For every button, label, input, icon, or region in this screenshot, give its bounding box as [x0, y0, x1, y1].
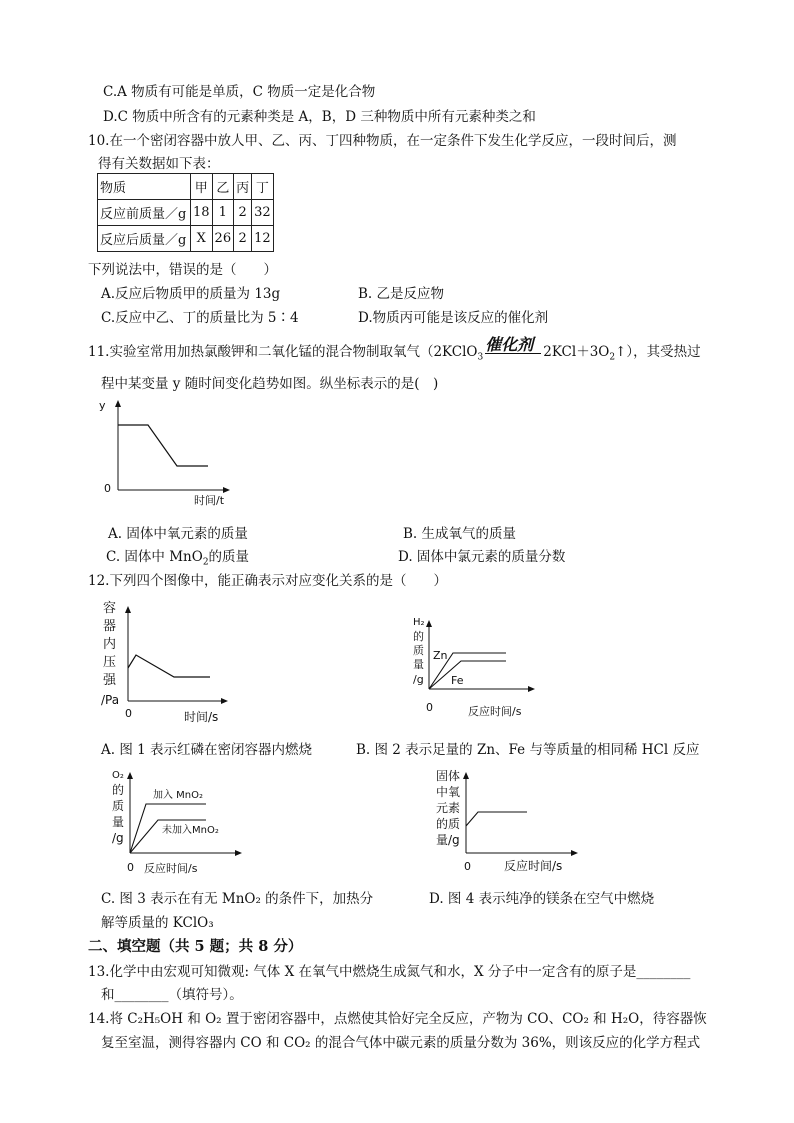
- table-header-cell: 丙: [234, 174, 252, 200]
- q12-stem: 12.下列四个图像中，能正确表示对应变化关系的是（ ）: [88, 573, 447, 589]
- g1-x-label: 时间/s: [184, 710, 219, 724]
- g3-y2: 的: [112, 783, 125, 797]
- q10-ask: 下列说法中，错误的是（ ）: [88, 262, 277, 278]
- g2-fe-line: [429, 661, 506, 689]
- g2-x-label: 反应时间/s: [468, 705, 522, 718]
- g3-y1: O₂: [112, 770, 124, 781]
- g4-origin: 0: [464, 860, 471, 873]
- g4-y5: 量/g: [436, 833, 460, 847]
- g1-y-char: 压: [103, 655, 117, 670]
- q12-graph-2: [405, 612, 545, 722]
- g2-y5: /g: [413, 673, 424, 686]
- q14-line1: 14.将 C₂H₅OH 和 O₂ 置于密闭容器中，点燃使其恰好完全反应，产物为 CO、CO₂ 和 H₂O，待容器恢: [88, 1011, 707, 1027]
- g3-with-mno2-label: 加入 MnO₂: [153, 790, 204, 801]
- q10-option-d: D.物质丙可能是该反应的催化剂: [358, 310, 549, 326]
- table-cell: 2: [234, 200, 252, 226]
- g3-origin: 0: [127, 861, 134, 874]
- q11-option-c-sub: 2: [202, 557, 209, 568]
- table-cell: 2: [234, 226, 252, 252]
- q11-stem-line1: [88, 335, 701, 363]
- g4-y2: 中氧: [436, 785, 461, 799]
- q12-graph-1: [98, 598, 238, 726]
- g4-y3: 元素: [436, 801, 461, 815]
- g2-y3: 质: [413, 644, 424, 657]
- g1-y-char: 强: [103, 673, 117, 688]
- q11-option-b: B. 生成氧气的质量: [403, 526, 517, 542]
- q11-option-c-post: 的质量: [208, 549, 250, 565]
- q10-stem-line2: 得有关数据如下表：: [98, 156, 220, 172]
- q12-option-a: A. 图 1 表示红磷在密闭容器内燃烧: [101, 742, 313, 758]
- q10-stem-line1: 10.在一个密闭容器中放人甲、乙、丙、丁四种物质，在一定条件下发生化学反应，一段时间后，测: [88, 133, 677, 149]
- g2-origin: 0: [426, 701, 433, 714]
- table-cell: 1: [212, 200, 234, 226]
- table-cell: 反应前质量／g: [98, 200, 191, 226]
- table-cell: 18: [191, 200, 213, 226]
- table-cell: 32: [252, 200, 274, 226]
- q11-stem-line2: 程中某变量 y 随时间变化趋势如图。纵坐标表示的是( ): [101, 376, 439, 392]
- table-header-cell: 乙: [212, 174, 234, 200]
- g4-y4: 的质: [436, 817, 461, 831]
- q11-option-d: D. 固体中氯元素的质量分数: [398, 549, 566, 565]
- q11-stem-post: ↑），其受热过: [615, 344, 701, 360]
- table-cell: 26: [212, 226, 234, 252]
- table-header-cell: 丁: [252, 174, 274, 200]
- g3-y3: 质: [112, 799, 125, 813]
- catalyst-arrow: [483, 335, 543, 356]
- q14-line2: 复至室温，测得容器内 CO 和 CO₂ 的混合气体中碳元素的质量分数为 36%，则该反应的化学方程式: [101, 1035, 701, 1051]
- q11-graph: [96, 398, 236, 508]
- q11-option-c: [106, 545, 249, 568]
- table-cell: 反应后质量／g: [98, 226, 191, 252]
- q11-curve: [118, 425, 208, 466]
- q12-option-c-line2: 解等质量的 KClO₃: [101, 915, 214, 931]
- g1-origin: 0: [125, 707, 132, 720]
- q12-graph-3: [108, 766, 248, 878]
- g1-y-char: 容: [103, 601, 117, 616]
- q11-option-c-pre: C. 固体中 MnO: [106, 549, 203, 565]
- q11-x-label: 时间/t: [194, 494, 225, 507]
- g3-x-label: 反应时间/s: [144, 862, 198, 875]
- g2-y4: 量: [413, 658, 424, 671]
- q11-sub-2: 2: [609, 352, 616, 363]
- q11-origin: 0: [104, 482, 111, 495]
- q9-option-c: C.A 物质有可能是单质，C 物质一定是化合物: [103, 84, 376, 100]
- catalyst-label: 催化剂: [485, 335, 534, 354]
- g4-y1: 固体: [436, 769, 461, 783]
- g3-without-mno2-label: 未加入MnO₂: [162, 825, 219, 836]
- q10-data-table: [97, 173, 274, 252]
- q10-option-c: C.反应中乙、丁的质量比为 5∶4: [101, 310, 299, 326]
- g3-y5: /g: [112, 831, 124, 845]
- q12-option-b: B. 图 2 表示足量的 Zn、Fe 与等质量的相同稀 HCl 反应: [356, 742, 700, 758]
- q9-option-d: D.C 物质中所含有的元素种类是 A，B，D 三种物质中所有元素种类之和: [103, 109, 536, 125]
- g4-curve: [466, 812, 527, 826]
- table-row: [98, 226, 274, 252]
- g2-fe-label: Fe: [451, 674, 464, 687]
- g4-x-label: 反应时间/s: [504, 859, 563, 873]
- g2-y1: H₂: [413, 617, 425, 628]
- g1-y-char: 器: [103, 619, 117, 634]
- g1-curve: [128, 655, 210, 677]
- table-cell: X: [191, 226, 213, 252]
- q10-option-a: A.反应后物质甲的质量为 13g: [101, 286, 281, 302]
- q11-stem-mid: 2KCl＋3O: [543, 344, 610, 360]
- table-header-row: [98, 174, 274, 200]
- q12-graph-4: [434, 766, 594, 878]
- q12-option-c-line1: C. 图 3 表示在有无 MnO₂ 的条件下，加热分: [101, 891, 374, 907]
- table-row: [98, 200, 274, 226]
- section-2-title: 二、填空题（共 5 题；共 8 分）: [88, 938, 303, 955]
- g2-zn-label: Zn: [433, 649, 448, 662]
- q11-stem-prefix: 11.实验室常用加热氯酸钾和二氧化锰的混合物制取氧气（2KClO: [88, 344, 478, 360]
- q13-line1: 13.化学中由宏观可知微观: 气体 X 在氧气中燃烧生成氮气和水，X 分子中一定含有的原子是________: [88, 964, 691, 980]
- q11-option-a: A. 固体中氧元素的质量: [108, 526, 248, 542]
- q11-y-label: y: [99, 399, 106, 412]
- g3-y4: 量: [112, 815, 125, 829]
- q13-line2: 和________（填符号）。: [101, 987, 243, 1003]
- q11-sub-3: 3: [477, 352, 484, 363]
- g2-y2: 的: [413, 630, 424, 643]
- table-header-cell: 物质: [98, 174, 191, 200]
- table-cell: 12: [252, 226, 274, 252]
- g1-y-char: 内: [103, 637, 117, 652]
- table-header-cell: 甲: [191, 174, 213, 200]
- q10-option-b: B. 乙是反应物: [358, 286, 445, 302]
- q12-option-d: D. 图 4 表示纯净的镁条在空气中燃烧: [429, 891, 655, 907]
- g1-y-unit: /Pa: [101, 693, 120, 707]
